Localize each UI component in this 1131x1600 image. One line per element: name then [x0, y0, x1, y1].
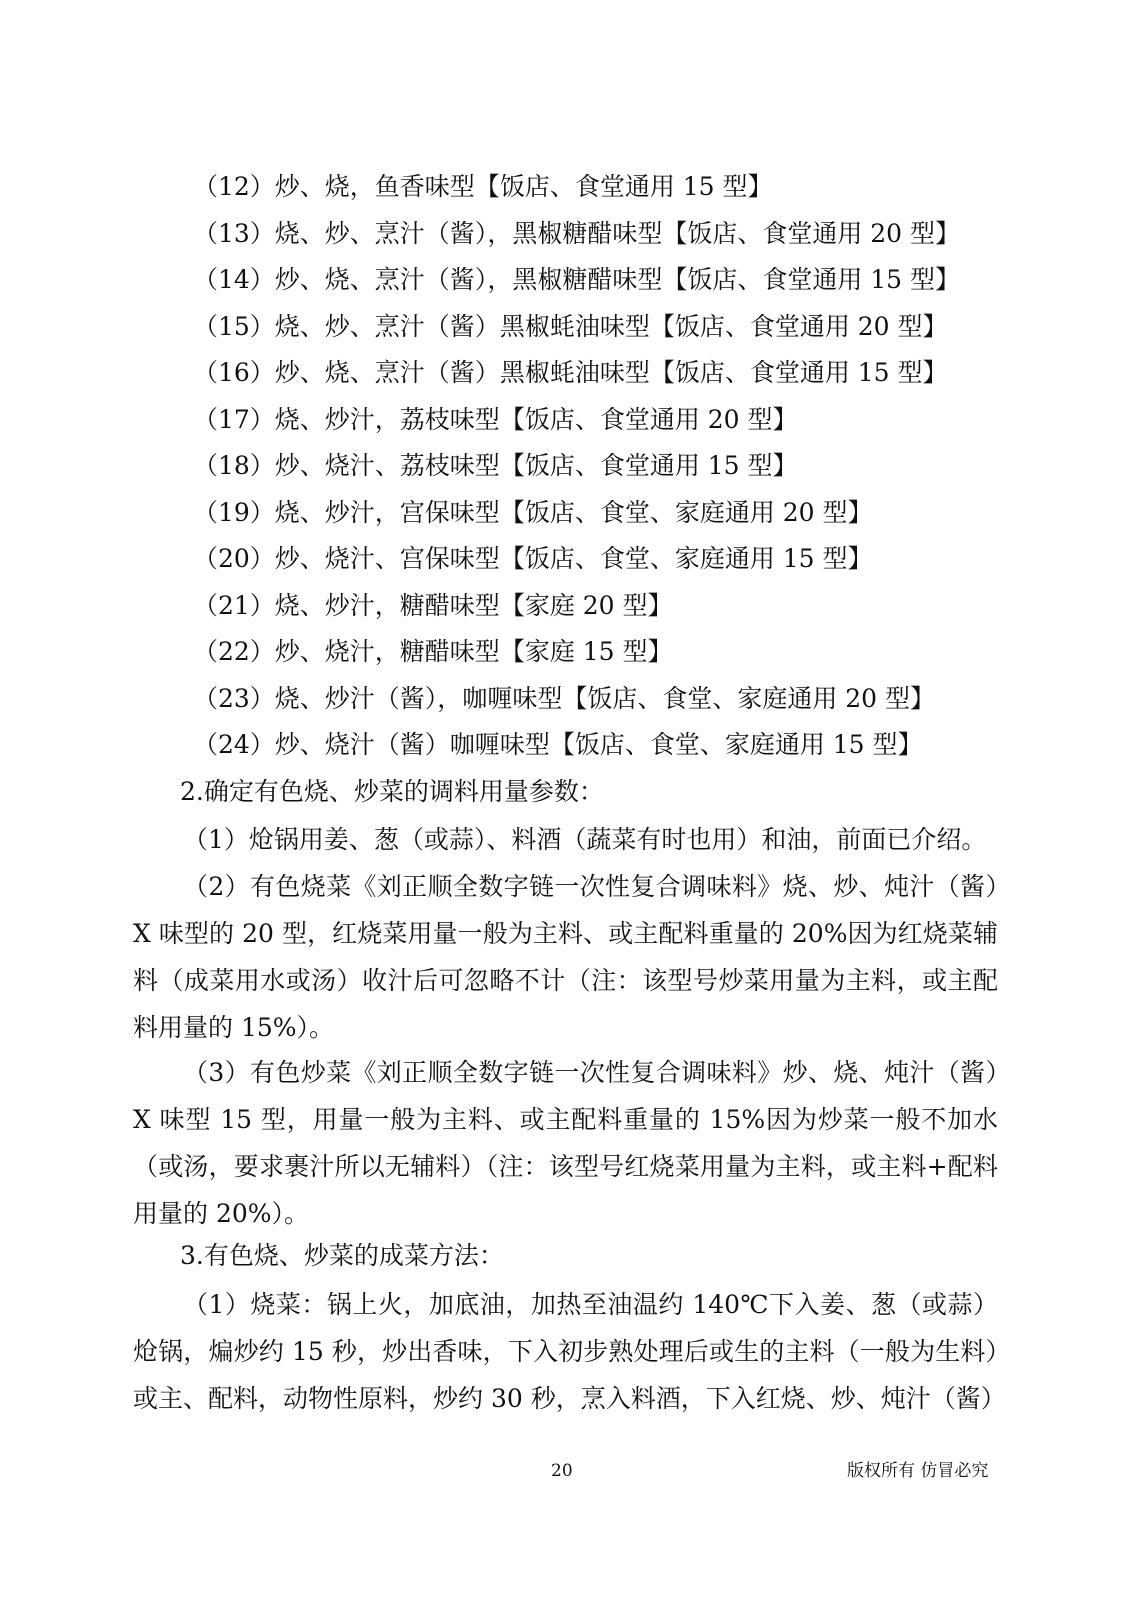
section-3-paragraph-1: （1）烧菜：锅上火，加底油，加热至油温约 140℃下入姜、葱（或蒜）炝锅，煸炒约 15 秒，炒出香味，下入初步熟处理后或生的主料（一般为生料）或主、配料，动物性原料，炒约 30 秒，烹入料酒，下入红烧、炒、炖汁（酱） — [133, 1290, 1006, 1413]
copyright-notice: 版权所有 仿冒必究 — [847, 1461, 989, 1481]
list-item-21: （21）烧、炒汁，糖醋味型【家庭 20 型】 — [193, 591, 673, 620]
list-item-15: （15）烧、炒、烹汁（酱）黑椒蚝油味型【饭店、食堂通用 20 型】 — [193, 312, 948, 341]
section-2-paragraph-1: （1）炝锅用姜、葱（或蒜）、料酒（蔬菜有时也用）和油，前面已介绍。 — [183, 825, 987, 854]
list-item-19: （19）烧、炒汁，宫保味型【饭店、食堂、家庭通用 20 型】 — [193, 498, 873, 527]
list-item-22: （22）炒、烧汁，糖醋味型【家庭 15 型】 — [193, 637, 673, 666]
list-item-12: （12）炒、烧，鱼香味型【饭店、食堂通用 15 型】 — [193, 172, 773, 201]
list-item-14: （14）炒、烧、烹汁（酱），黑椒糖醋味型【饭店、食堂通用 15 型】 — [193, 265, 961, 294]
page-number: 20 — [551, 1461, 573, 1481]
section-2-heading: 2.确定有色烧、炒菜的调料用量参数： — [180, 777, 604, 806]
list-item-13: （13）烧、炒、烹汁（酱），黑椒糖醋味型【饭店、食堂通用 20 型】 — [193, 219, 961, 248]
section-2-paragraph-2: （2）有色烧菜《刘正顺全数字链一次性复合调味料》烧、炒、炖汁（酱）X 味型的 20 型，红烧菜用量一般为主料、或主配料重量的 20%因为红烧菜辅料（成菜用水或汤）收汁后可忽略不计（注：该型号炒菜用量为主料，或主配料用量的 15%）。 — [133, 872, 998, 1042]
section-2-paragraph-3: （3）有色炒菜《刘正顺全数字链一次性复合调味料》炒、烧、炖汁（酱）X 味型 15 型，用量一般为主料、或主配料重量的 15%因为炒菜一般不加水（或汤，要求裹汁所以无辅料）（注：该型号红烧菜用量为主料，或主料+配料用量的 20%）。 — [133, 1058, 998, 1228]
section-3-heading: 3.有色烧、炒菜的成菜方法： — [180, 1241, 504, 1270]
list-item-20: （20）炒、烧汁、宫保味型【饭店、食堂、家庭通用 15 型】 — [193, 544, 873, 573]
list-item-17: （17）烧、炒汁，荔枝味型【饭店、食堂通用 20 型】 — [193, 405, 798, 434]
list-item-23: （23）烧、炒汁（酱），咖喱味型【饭店、食堂、家庭通用 20 型】 — [193, 684, 936, 713]
list-item-16: （16）炒、烧、烹汁（酱）黑椒蚝油味型【饭店、食堂通用 15 型】 — [193, 358, 948, 387]
list-item-18: （18）炒、烧汁、荔枝味型【饭店、食堂通用 15 型】 — [193, 451, 798, 480]
list-item-24: （24）炒、烧汁（酱）咖喱味型【饭店、食堂、家庭通用 15 型】 — [193, 730, 923, 759]
